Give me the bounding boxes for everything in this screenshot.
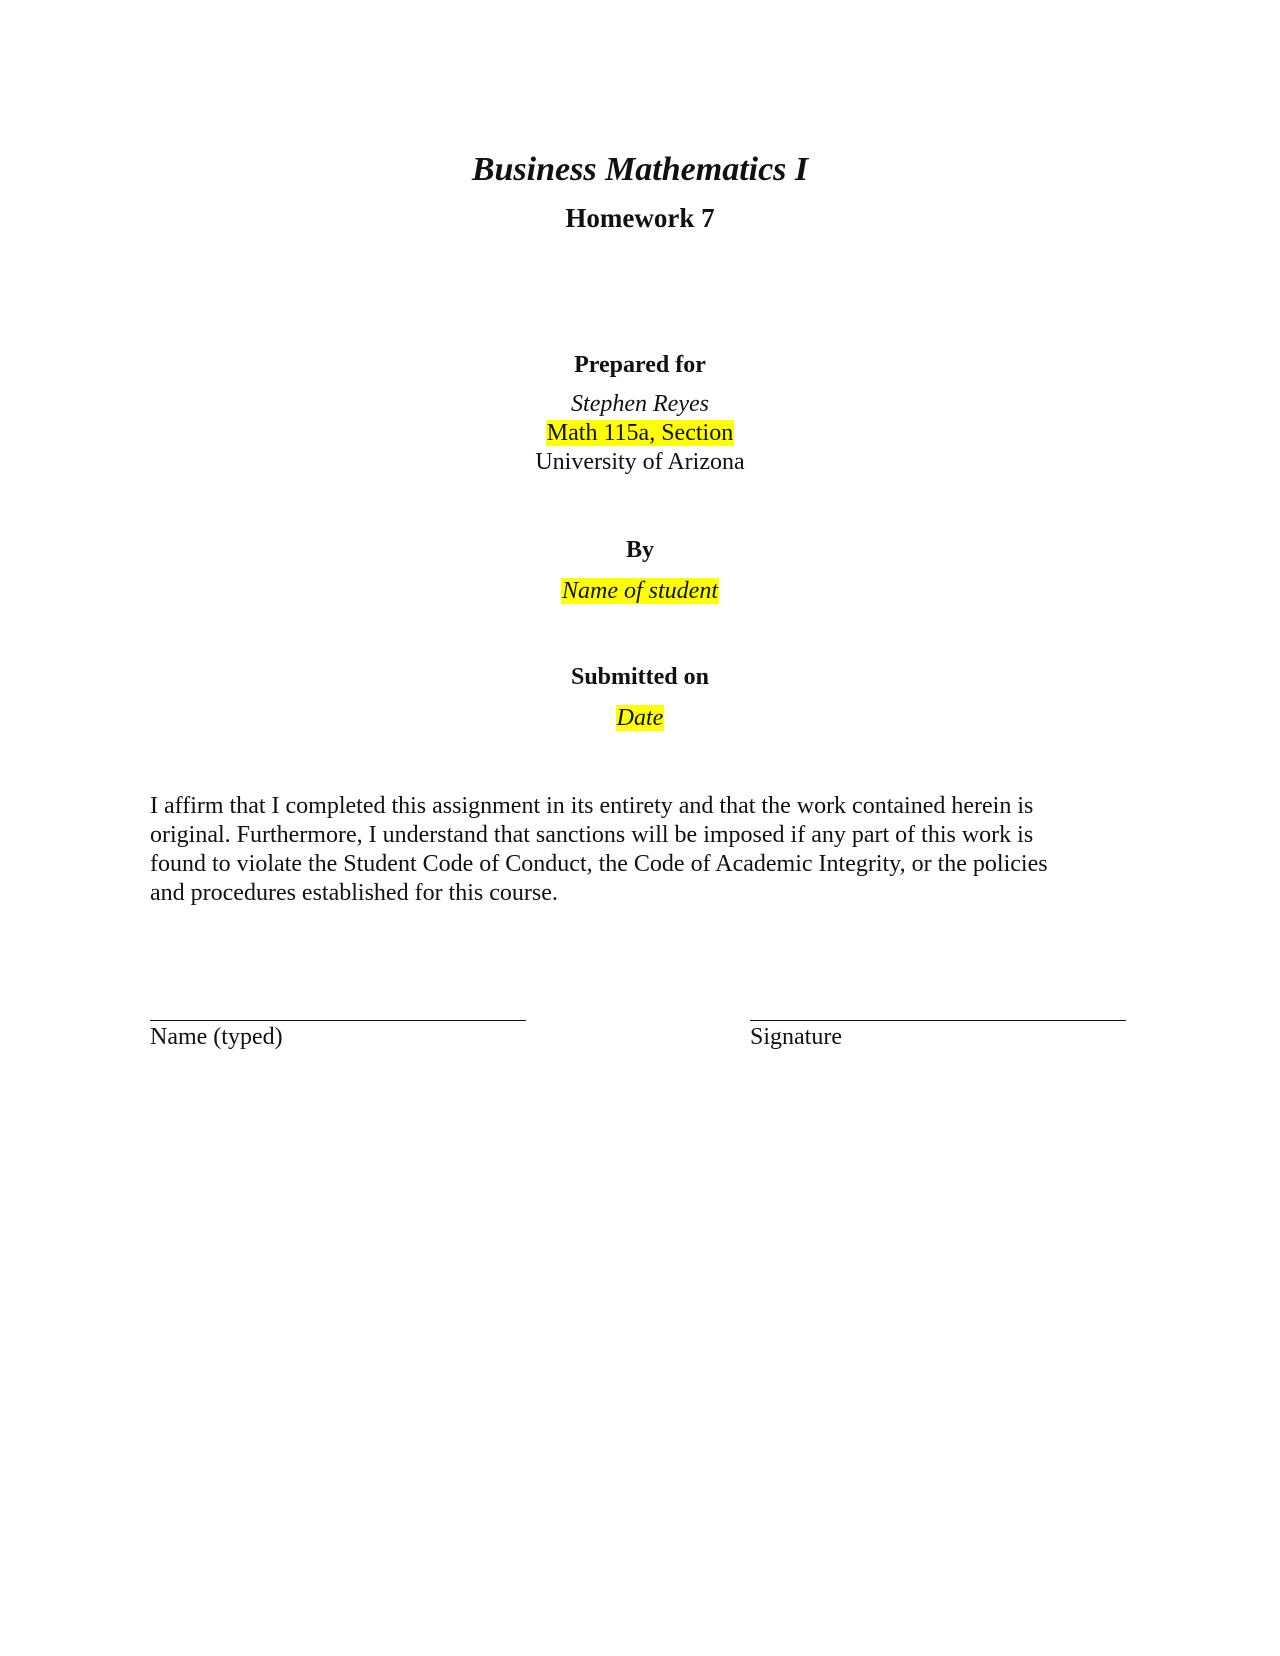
date-placeholder: Date: [616, 705, 664, 731]
name-typed-block: [150, 992, 530, 1052]
prepared-for-details: [0, 390, 1280, 477]
student-name-placeholder: Name of student: [562, 578, 718, 604]
signature-line[interactable]: [750, 992, 1126, 1021]
affirmation-paragraph: I affirm that I completed this assignment in its entirety and that the work contained herein is original. Furthermore, I understand that sanctions will be imposed if any part of this work is found to violate the Student Code of Conduct, the Code of Academic Integrity, or the policies and procedures established for this course.: [150, 793, 1048, 906]
name-typed-label: Name (typed): [150, 1024, 283, 1050]
signature-block: [750, 992, 1130, 1052]
institution-name: University of Arizona: [535, 449, 745, 475]
document-title: Business Mathematics I: [471, 151, 809, 188]
signature-label: Signature: [750, 1024, 842, 1050]
instructor-name: Stephen Reyes: [571, 391, 709, 417]
submitted-on-heading: Submitted on: [570, 664, 710, 690]
prepared-for-heading: Prepared for: [574, 352, 706, 378]
name-typed-line[interactable]: [150, 992, 526, 1021]
course-section-placeholder: Math 115a, Section: [546, 420, 734, 446]
by-heading: By: [625, 537, 654, 563]
document-subtitle: Homework 7: [565, 203, 715, 233]
